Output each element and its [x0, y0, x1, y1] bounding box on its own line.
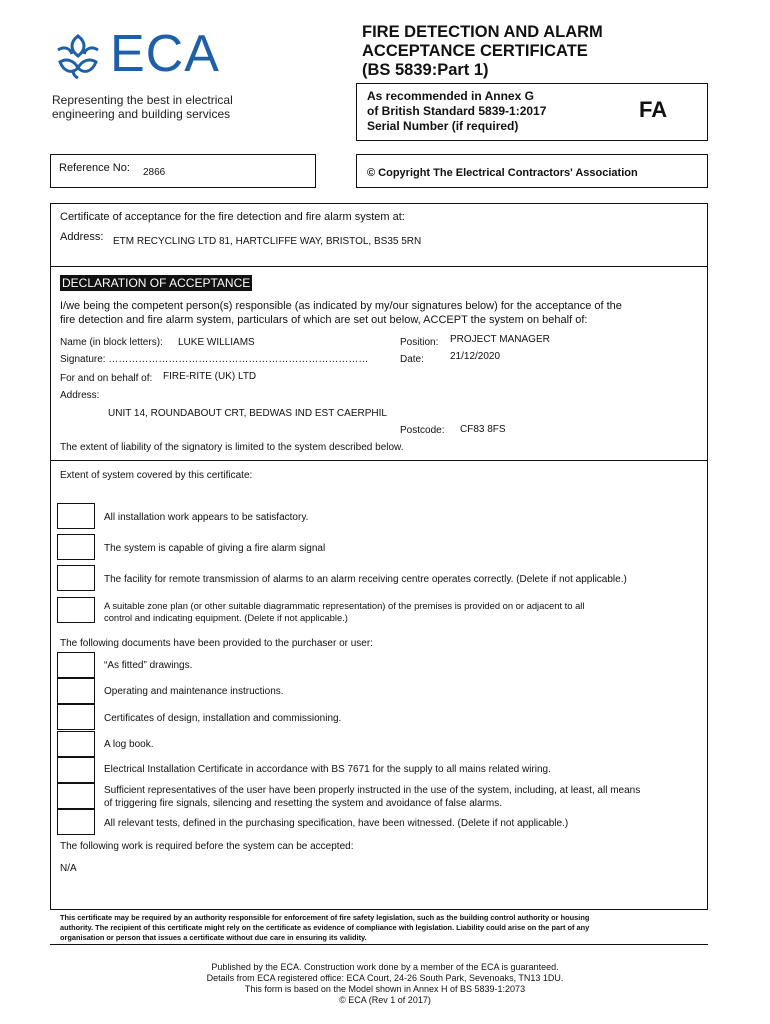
site-intro: Certificate of acceptance for the fire detection and fire alarm system at:: [60, 211, 405, 223]
document-item: Sufficient representatives of the user have been properly instructed in the use of the system, including, at least, all means: [104, 785, 641, 796]
divider: [50, 944, 708, 945]
extent-item: A suitable zone plan (or other suitable diagrammatic representation) of the premises is provided on or adjacent to all: [104, 600, 585, 611]
position-label: Position:: [400, 337, 439, 348]
checkbox-fire-alarm-signal[interactable]: [57, 534, 95, 560]
checkbox-remote-transmission[interactable]: [57, 565, 95, 591]
document-item: “As fitted” drawings.: [104, 660, 193, 671]
decl-address-value[interactable]: UNIT 14, ROUNDABOUT CRT, BEDWAS IND EST CAERPHIL: [108, 408, 387, 419]
divider: [50, 460, 708, 461]
behalf-value[interactable]: FIRE-RITE (UK) LTD: [163, 371, 257, 382]
documents-label: The following documents have been provided to the purchaser or user:: [60, 638, 373, 649]
divider: [50, 266, 708, 267]
postcode-label: Postcode:: [400, 425, 445, 436]
checkbox-zone-plan[interactable]: [57, 597, 95, 623]
copyright-text: © Copyright The Electrical Contractors' Association: [367, 167, 638, 179]
form-code: FA: [639, 97, 668, 122]
document-item: All relevant tests, defined in the purchasing specification, have been witnessed. (Delete if not applicable.): [104, 818, 569, 829]
footer-line3: This form is based on the Model shown in Annex H of BS 5839-1:2073: [244, 984, 526, 994]
document-item: Operating and maintenance instructions.: [104, 686, 284, 697]
decl-address-label: Address:: [60, 390, 100, 401]
required-work-value[interactable]: N/A: [60, 863, 77, 874]
logo-text: ECA: [110, 25, 220, 83]
annex-line3: Serial Number (if required): [367, 119, 519, 133]
required-work-label: The following work is required before the system can be accepted:: [60, 841, 354, 852]
checkbox-certificates[interactable]: [57, 704, 95, 730]
site-address-label: Address:: [60, 231, 104, 243]
divider: [50, 909, 708, 910]
signature-label: Signature: ……………………………………………………………………: [60, 354, 369, 365]
checkbox-operating-maintenance[interactable]: [57, 678, 95, 704]
position-value[interactable]: PROJECT MANAGER: [450, 334, 550, 345]
extent-item: control and indicating equipment. (Delete if not applicable.): [104, 612, 348, 623]
checkbox-log-book[interactable]: [57, 731, 95, 757]
checkbox-user-instructed[interactable]: [57, 783, 95, 809]
annex-box: [356, 83, 708, 141]
name-value[interactable]: LUKE WILLIAMS: [178, 337, 255, 348]
footer-line2: Details from ECA registered office: ECA Court, 24-26 South Park, Sevenoaks, TN13 1DU.: [206, 973, 564, 983]
checkbox-as-fitted-drawings[interactable]: [57, 652, 95, 678]
notice-line2: authority. The recipient of this certificate might rely on the certificate as evidence of compliance with legislation. Liability could arise on the part of any: [60, 923, 590, 932]
date-label: Date:: [400, 354, 424, 365]
annex-line2: of British Standard 5839-1:2017: [367, 104, 547, 118]
liability-text: The extent of liability of the signatory is limited to the system described below.: [60, 442, 404, 453]
document-item: Certificates of design, installation and commissioning.: [104, 713, 342, 724]
document-item: A log book.: [104, 739, 154, 750]
extent-item: The system is capable of giving a fire alarm signal: [104, 543, 326, 554]
footer-line1: Published by the ECA. Construction work done by a member of the ECA is guaranteed.: [211, 962, 559, 972]
eca-logo: [52, 25, 242, 88]
checkbox-installation-satisfactory[interactable]: [57, 503, 95, 529]
declaration-text-line1: I/we being the competent person(s) responsible (as indicated by my/our signatures below) for the acceptance of the: [60, 300, 622, 312]
extent-item: The facility for remote transmission of alarms to an alarm receiving centre operates correctly. (Delete if not applicable.): [104, 574, 627, 585]
name-label: Name (in block letters):: [60, 337, 163, 348]
declaration-text-line2: fire detection and fire alarm system, particulars of which are set out below, ACCEPT the system on behalf of:: [60, 314, 588, 326]
footer: [0, 962, 770, 1006]
footer-line4: © ECA (Rev 1 of 2017): [339, 995, 431, 1005]
reference-box: [50, 154, 316, 188]
document-item: Electrical Installation Certificate in accordance with BS 7671 for the supply to all mains related wiring.: [104, 764, 551, 775]
copyright-box: [356, 154, 708, 188]
title-line2: ACCEPTANCE CERTIFICATE: [362, 42, 588, 60]
title-line3: (BS 5839:Part 1): [362, 61, 489, 79]
reference-label: Reference No:: [59, 162, 130, 174]
postcode-value[interactable]: CF83 8FS: [460, 424, 506, 435]
notice-line3: organisation or person that issues a certificate without due care in ensuring its validity.: [60, 933, 367, 942]
extent-item: All installation work appears to be satisfactory.: [104, 512, 309, 523]
site-address-value[interactable]: ETM RECYCLING LTD 81, HARTCLIFFE WAY, BRISTOL, BS35 5RN: [113, 236, 422, 247]
declaration-heading: DECLARATION OF ACCEPTANCE: [62, 276, 251, 290]
document-item: of triggering fire signals, silencing and resetting the system and avoidance of false alarms.: [104, 798, 502, 809]
checkbox-tests-witnessed[interactable]: [57, 809, 95, 835]
logo-tagline-line2: engineering and building services: [52, 107, 231, 121]
checkbox-electrical-installation-cert[interactable]: [57, 757, 95, 783]
behalf-label: For and on behalf of:: [60, 373, 153, 384]
notice-line1: This certificate may be required by an authority responsible for enforcement of fire safety legislation, such as the building control authority or housing: [60, 913, 590, 922]
logo-tagline-line1: Representing the best in electrical: [52, 93, 233, 107]
title-line1: FIRE DETECTION AND ALARM: [362, 23, 603, 41]
annex-line1: As recommended in Annex G: [367, 89, 534, 103]
eca-emblem-icon: [52, 32, 104, 84]
extent-label: Extent of system covered by this certificate:: [60, 470, 253, 481]
date-value[interactable]: 21/12/2020: [450, 351, 501, 362]
reference-value[interactable]: 2866: [143, 167, 166, 178]
